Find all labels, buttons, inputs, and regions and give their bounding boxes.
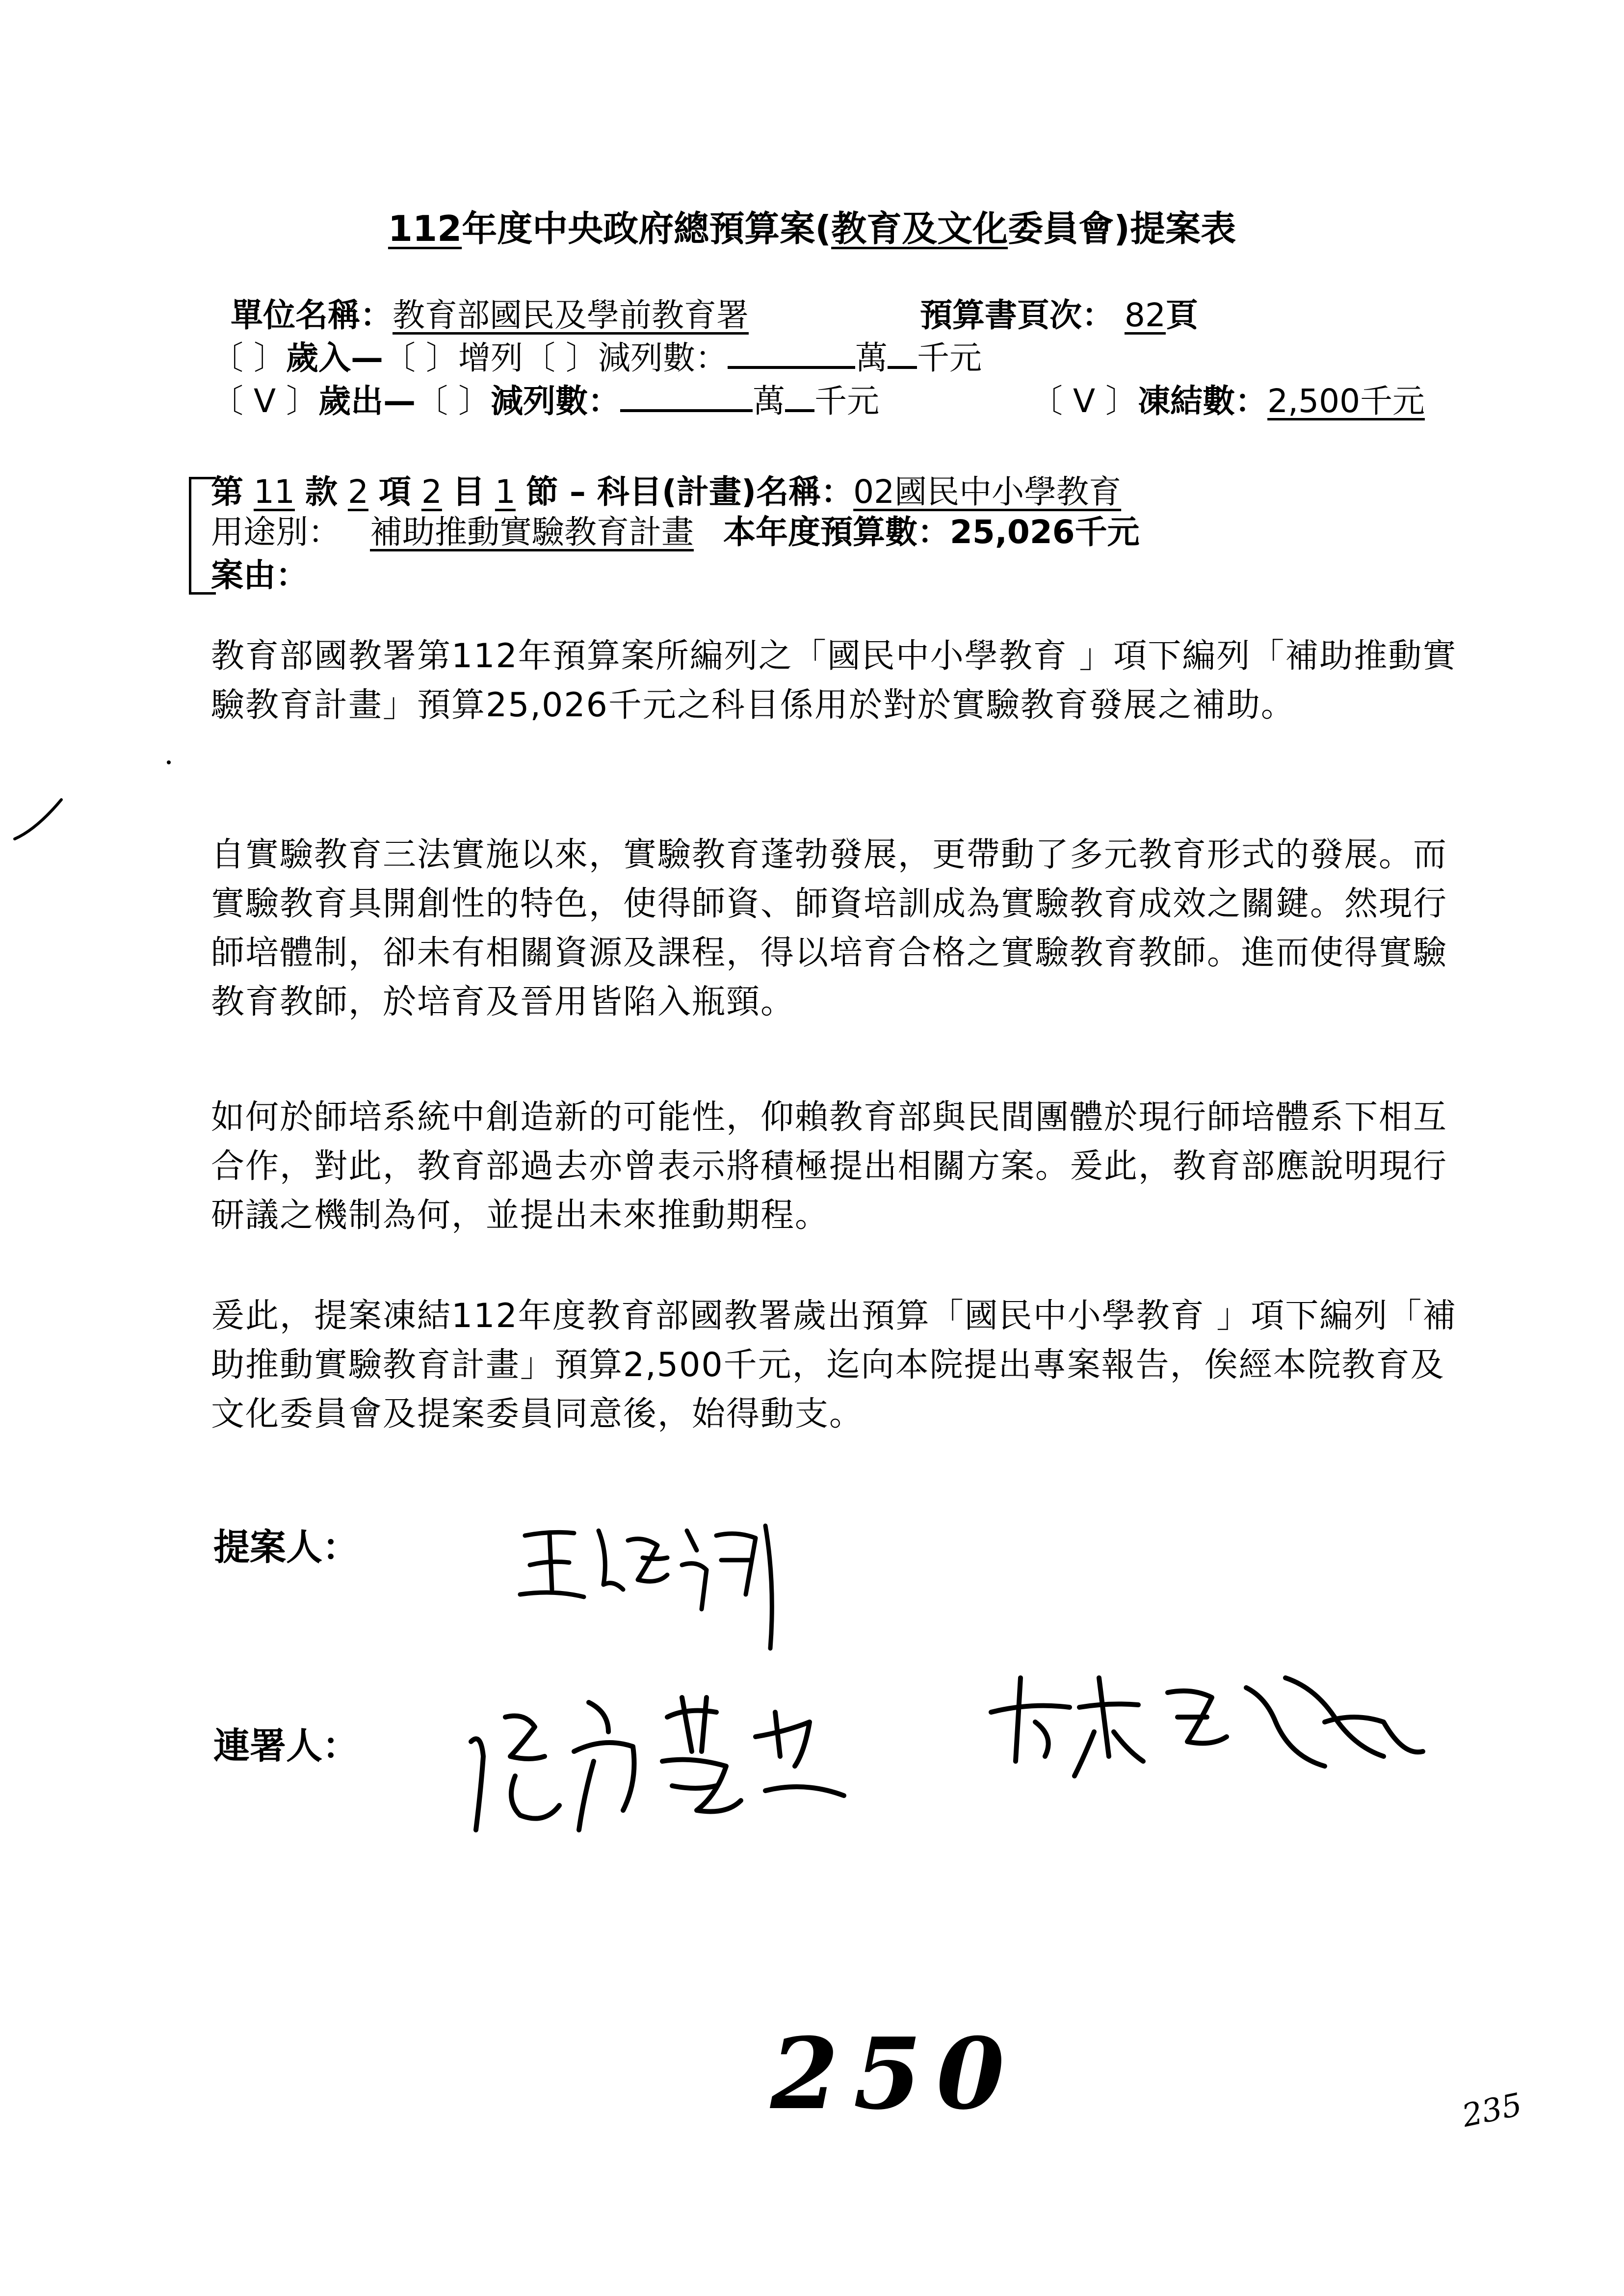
expense-bracket: 〔 V 〕 <box>211 382 319 420</box>
title-part2: 委員會)提案表 <box>1008 208 1236 249</box>
budget-page-label: 預算書頁次： <box>920 296 1114 334</box>
page-number: 250 <box>770 2016 1020 2132</box>
item-mu: 目 <box>452 473 485 511</box>
proposer-signature <box>510 1511 805 1660</box>
item-xiang: 項 <box>378 473 411 511</box>
reason-label: 案由： <box>211 556 308 594</box>
margin-pen-mark <box>12 795 66 846</box>
purpose-line <box>211 510 1140 554</box>
item-xiang-no: 2 <box>347 473 368 511</box>
freeze-unit: 千元 <box>1360 382 1425 420</box>
revenue-qian-blank <box>888 340 917 369</box>
item-jie-no: 1 <box>495 473 516 511</box>
expense-wan-blank <box>620 384 753 412</box>
freeze-bracket: 〔 V 〕 <box>1030 382 1138 420</box>
expense-decrease-bracket: 〔 〕 <box>416 382 491 420</box>
item-kuan-no: 11 <box>253 473 295 511</box>
item-subject: 02國民中小學教育 <box>853 473 1122 511</box>
revenue-bracket: 〔 〕 <box>211 339 286 377</box>
purpose-value: 補助推動實驗教育計畫 <box>370 513 694 551</box>
body-paragraph-3: 如何於師培系統中創造新的可能性，仰賴教育部與民間團體於現行師培體系下相互合作，對此，教育部過去亦曾表示將積極提出相關方案。爰此，教育部應說明現行研議之機制為何，並提出未來推動期程。 <box>211 1098 1448 1235</box>
revenue-increase: 〔 〕增列 <box>383 339 523 377</box>
expense-qian: 千元 <box>814 382 880 420</box>
body-paragraph-2: 自實驗教育三法實施以來，實驗教育蓬勃發展，更帶動了多元教育形式的發展。而實驗教育具開創性的特色，使得師資、師資培訓成為實驗教育成效之關鍵。然現行師培體制，卻未有相關資源及課程，得以培育合格之實驗教育教師。進而使得實驗教育教師，於培育及晉用皆陷入瓶頸。 <box>211 835 1448 1021</box>
budget-page-suffix: 頁 <box>1165 296 1198 334</box>
revenue-label: 歲入— <box>286 339 383 377</box>
expense-label: 歲出— <box>318 382 416 420</box>
budget-page-line <box>920 293 1198 338</box>
cosigner-signature-2 <box>981 1658 1452 1807</box>
revenue-decrease: 〔 〕減列數： <box>523 339 728 377</box>
purpose-label: 用途別： <box>211 513 341 551</box>
item-jie: 節 – 科目(計畫)名稱： <box>525 473 854 511</box>
unit-label: 單位名稱： <box>231 296 393 334</box>
item-di: 第 <box>211 473 243 511</box>
revenue-line <box>211 336 982 380</box>
expense-decrease: 減列數： <box>491 382 621 420</box>
item-mu-no: 2 <box>421 473 442 511</box>
revenue-wan-blank <box>728 340 855 369</box>
budget-page-value: 82 <box>1124 296 1166 334</box>
stray-dot <box>167 760 171 764</box>
small-page-number: 235 <box>1459 2087 1525 2135</box>
cosigner-label: 連署人： <box>213 1725 359 1767</box>
expense-qian-blank <box>785 384 814 412</box>
proposer-label: 提案人： <box>213 1526 359 1568</box>
expense-line <box>211 379 879 423</box>
item-kuan: 款 <box>305 473 338 511</box>
title-year: 112 <box>388 208 462 249</box>
expense-wan: 萬 <box>753 382 786 420</box>
revenue-qian: 千元 <box>917 339 982 377</box>
freeze-line <box>1030 379 1425 423</box>
item-line <box>211 470 1121 514</box>
budget-label: 本年度預算數：25,026千元 <box>723 513 1140 551</box>
unit-line <box>231 293 749 338</box>
page-title <box>0 200 1624 251</box>
unit-value: 教育部國民及學前教育署 <box>393 296 749 334</box>
title-committee: 教育及文化 <box>831 208 1008 249</box>
cosigner-signature-1 <box>461 1683 932 1852</box>
freeze-label: 凍結數： <box>1138 382 1268 420</box>
body-paragraph-4: 爰此，提案凍結112年度教育部國教署歲出預算「國民中小學教育 」項下編列「補助推動實驗教育計畫」預算2,500千元，迄向本院提出專案報告，俟經本院教育及文化委員會及提案委員同意後，始得動支。 <box>211 1297 1457 1434</box>
revenue-wan: 萬 <box>855 339 888 377</box>
freeze-value: 2,500 <box>1267 382 1361 420</box>
body-paragraph-1: 教育部國教署第112年預算案所編列之「國民中小學教育 」項下編列「補助推動實驗教育計畫」預算25,026千元之科目係用於對於實驗教育發展之補助。 <box>211 637 1457 725</box>
title-part1: 年度中央政府總預算案( <box>462 208 832 249</box>
